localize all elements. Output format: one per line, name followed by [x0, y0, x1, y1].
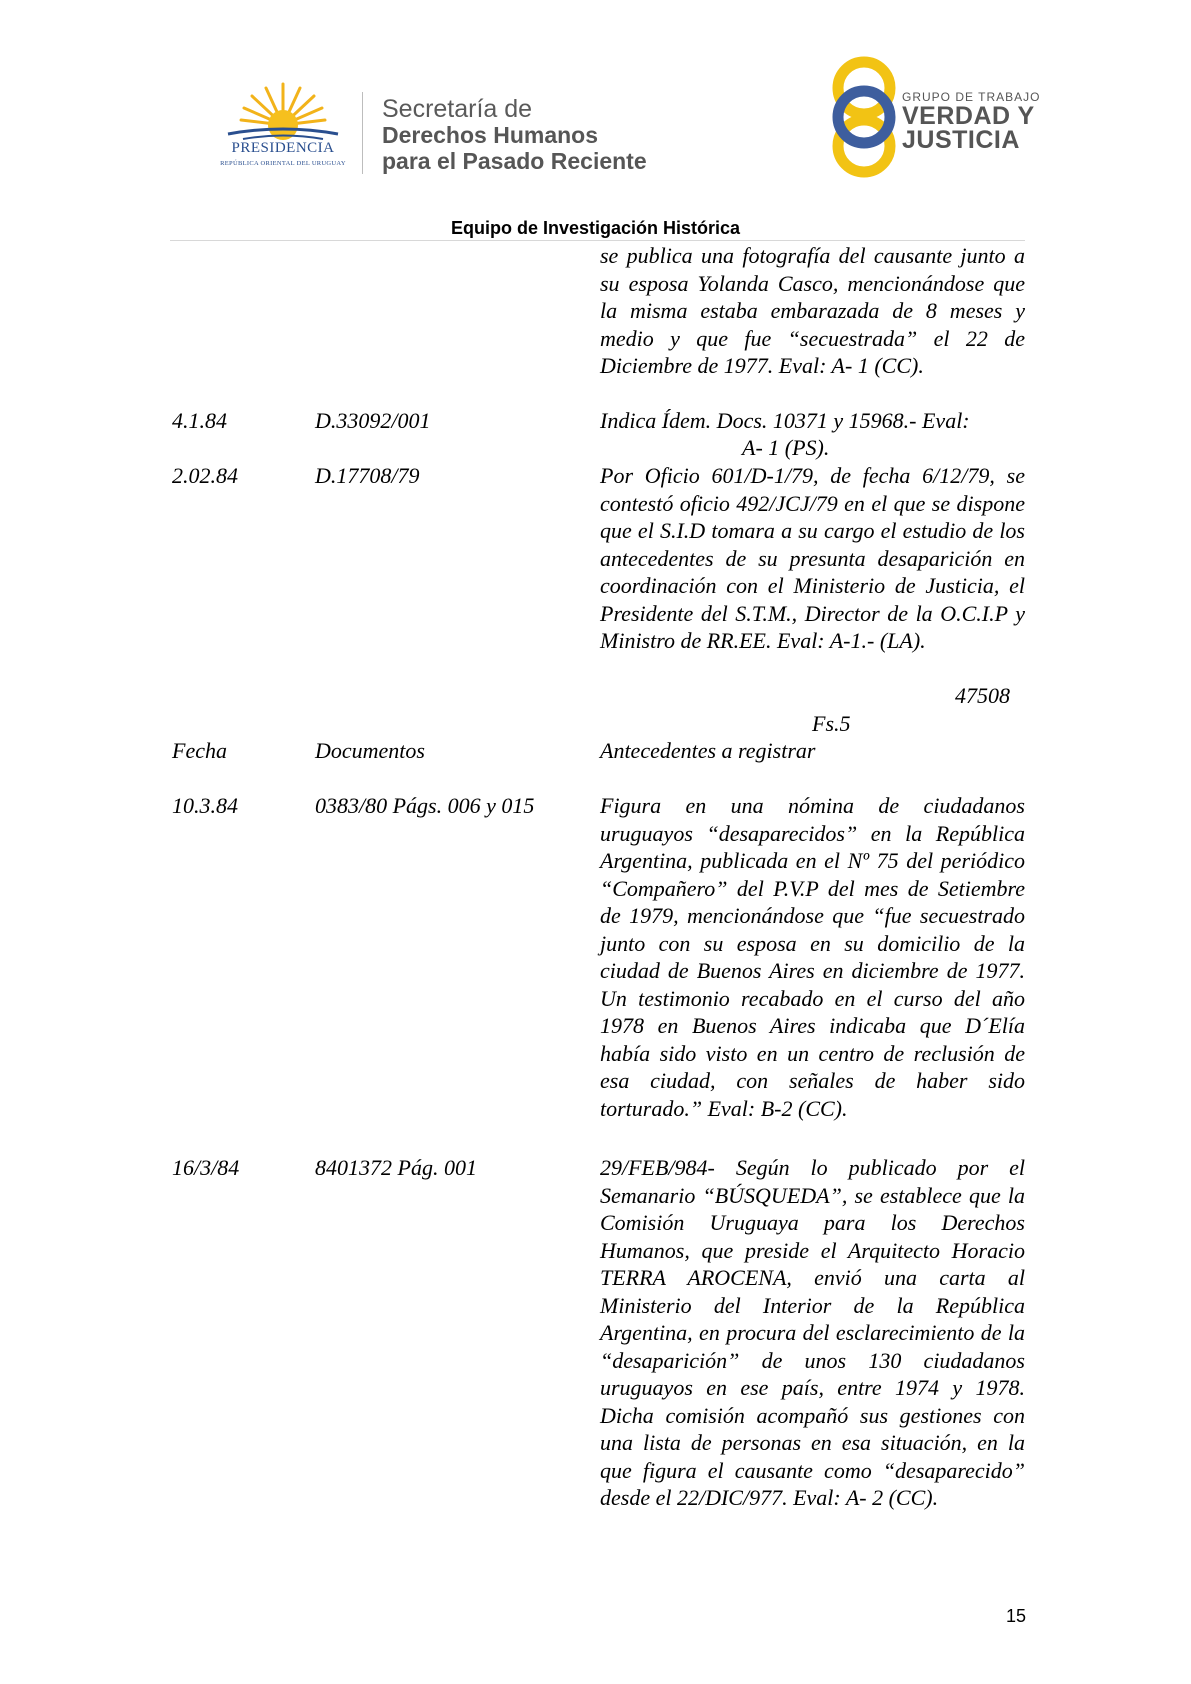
presidencia-logo	[208, 80, 358, 180]
gtvj-small-line: GRUPO DE TRABAJO	[902, 90, 1041, 104]
secretaria-line-3: para el Pasado Reciente	[382, 148, 647, 174]
entry-4-date: 16/3/84	[172, 1155, 240, 1180]
header-divider	[362, 92, 363, 174]
column-header-antecedentes: Antecedentes a registrar	[600, 738, 816, 763]
folio-number: 47508	[955, 683, 1010, 708]
entry-1-text-line-1: Indica Ídem. Docs. 10371 y 15968.- Eval:	[600, 408, 970, 433]
gtvj-line-2: JUSTICIA	[902, 126, 1020, 154]
secretaria-title	[382, 96, 647, 174]
column-header-fecha: Fecha	[172, 738, 227, 763]
header-rule	[170, 240, 1025, 241]
entry-1-text-line-2: A- 1 (PS).	[742, 435, 830, 460]
entry-3-text: Figura en una nómina de ciudadanos uruguayos “desaparecidos” en la República Argentina, publicada en el Nº 75 del periódico “Compañero” del P.V.P del mes de Setiembre de 1979, mencionándose que “fue secuestrado junto con su esposa en su domicilio de la ciudad de Buenos Aires en diciembre de 1977. Un testimonio recabado en el curso del año 1978 en Buenos Aires indicaba que D´Elía había sido visto en un centro de reclusión de esa ciudad, con señales de haber sido torturado.” Eval: B-2 (CC).	[600, 793, 1025, 1121]
fs-label: Fs.5	[812, 711, 851, 736]
entry-3-date: 10.3.84	[172, 793, 238, 818]
column-header-documentos: Documentos	[315, 738, 425, 763]
entry-2-document: D.17708/79	[315, 463, 420, 488]
page-number: 15	[1006, 1606, 1027, 1626]
verdad-justicia-text	[902, 90, 1040, 152]
secretaria-line-2: Derechos Humanos	[382, 122, 599, 148]
entry-4-text: 29/FEB/984- Según lo publicado por el Semanario “BÚSQUEDA”, se establece que la Comisión Uruguaya para los Derechos Humanos, que preside el Arquitecto Horacio TERRA AROCENA, envió una carta al Ministerio del Interior de la República Argentina, en procura del esclarecimiento de la “desaparición” de unos 130 ciudadanos uruguayos en ese país, entre 1974 y 1978. Dicha comisión acompañó sus gestiones con una lista de personas en esa situación, en la que figura el causante como “desaparecido” desde el 22/DIC/977. Eval: A- 2 (CC).	[600, 1155, 1025, 1510]
entry-continuation-text: se publica una fotografía del causante junto a su esposa Yolanda Casco, mencionándose que la misma estaba embarazada de 8 meses y medio y que fue “secuestrada” el 22 de Diciembre de 1977. Eval: A- 1 (CC).	[600, 243, 1025, 378]
verdad-justicia-logo-icon	[820, 56, 910, 180]
entry-3-document: 0383/80 Págs. 006 y 015	[315, 793, 535, 818]
entry-1-document: D.33092/001	[315, 408, 431, 433]
secretaria-line-1: Secretaría de	[382, 95, 533, 123]
sun-icon	[208, 80, 358, 142]
page-header-title: Equipo de Investigación Histórica	[450, 218, 741, 238]
gtvj-line-1: VERDAD Y	[902, 102, 1035, 130]
entry-2-date: 2.02.84	[172, 463, 238, 488]
entry-4-document: 8401372 Pág. 001	[315, 1155, 477, 1180]
entry-1-date: 4.1.84	[172, 408, 227, 433]
presidencia-text: PRESIDENCIA	[231, 140, 335, 156]
entry-2-text: Por Oficio 601/D-1/79, de fecha 6/12/79, se contestó oficio 492/JCJ/79 en el que se dispone que el S.I.D tomara a su cargo el estudio de los antecedentes de su presunta desaparición en coordinación con el Ministerio de Justicia, el Presidente del S.T.M., Director de la O.C.I.P y Ministro de RR.EE. Eval: A-1.- (LA).	[600, 463, 1025, 653]
presidencia-subtext: REPÚBLICA ORIENTAL DEL URUGUAY	[220, 160, 346, 167]
